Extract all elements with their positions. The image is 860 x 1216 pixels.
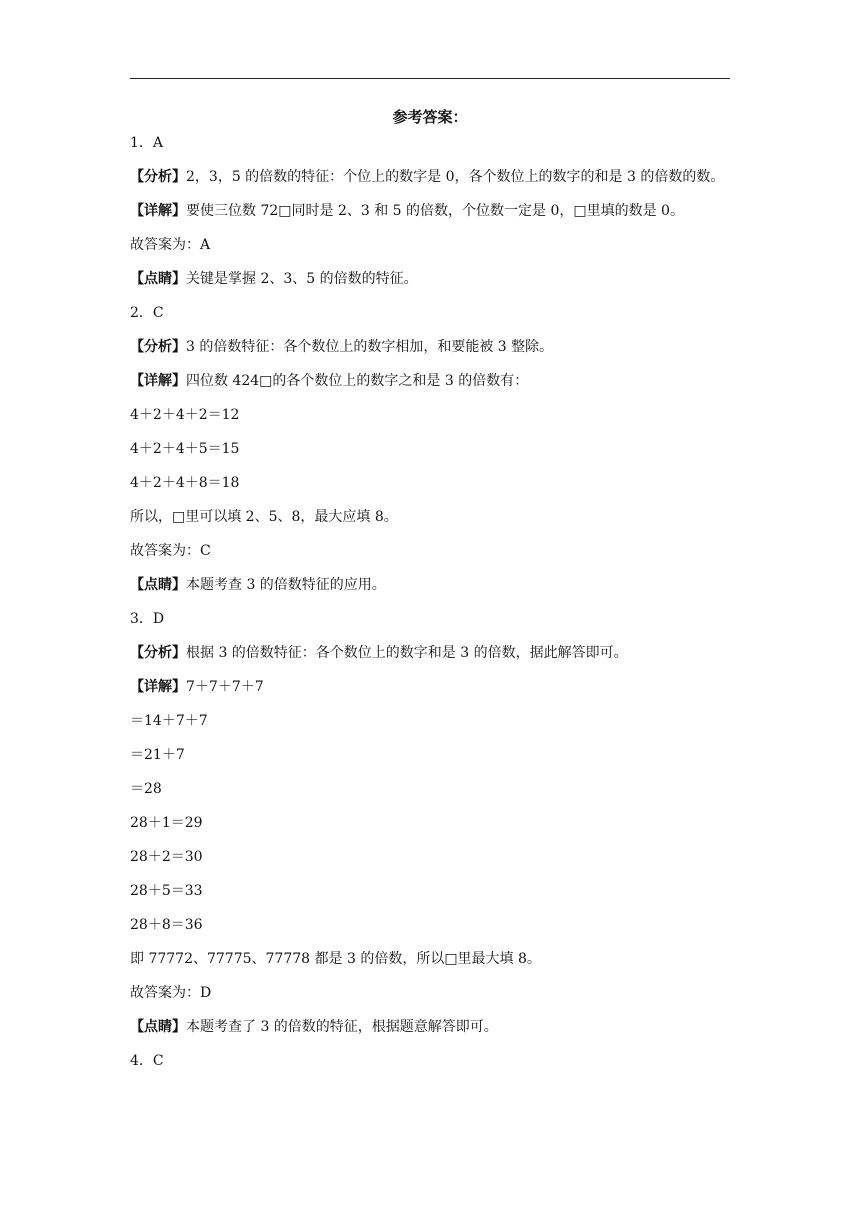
line-text: 故答案为：C	[130, 543, 211, 559]
line-text: 7＋7＋7＋7	[186, 679, 264, 695]
text-line	[130, 976, 730, 1010]
answer-content	[130, 126, 730, 1078]
section-tag: 【详解】	[130, 203, 186, 219]
line-text: 28＋5＝33	[130, 883, 203, 899]
line-text: 所以，□里可以填 2、5、8，最大应填 8。	[130, 509, 398, 525]
text-line	[130, 772, 730, 806]
text-line	[130, 228, 730, 262]
question-number	[130, 126, 730, 160]
section-tag: 【分析】	[130, 169, 186, 185]
section-tag: 【分析】	[130, 339, 186, 355]
page-title: 参考答案：	[392, 108, 468, 126]
line-text: 根据 3 的倍数特征：各个数位上的数字和是 3 的倍数，据此解答即可。	[186, 645, 628, 661]
line-text: ＝21＋7	[130, 747, 185, 763]
line-text: 本题考查了 3 的倍数的特征，根据题意解答即可。	[186, 1019, 498, 1035]
explanation-line	[130, 194, 730, 228]
line-text: ＝14＋7＋7	[130, 713, 208, 729]
section-tag: 【点睛】	[130, 577, 186, 593]
text-line	[130, 840, 730, 874]
line-text: 故答案为：A	[130, 237, 211, 253]
line-text: 4．C	[130, 1053, 164, 1069]
text-line	[130, 432, 730, 466]
explanation-line	[130, 330, 730, 364]
explanation-line	[130, 636, 730, 670]
line-text: 2．C	[130, 305, 164, 321]
question-number	[130, 296, 730, 330]
line-text: 28＋2＝30	[130, 849, 203, 865]
text-line	[130, 704, 730, 738]
line-text: 故答案为：D	[130, 985, 212, 1001]
explanation-line	[130, 568, 730, 602]
section-tag: 【分析】	[130, 645, 186, 661]
explanation-line	[130, 364, 730, 398]
line-text: 本题考查 3 的倍数特征的应用。	[186, 577, 386, 593]
explanation-line	[130, 160, 730, 194]
text-line	[130, 874, 730, 908]
line-text: 4＋2＋4＋2＝12	[130, 407, 240, 423]
text-line	[130, 738, 730, 772]
question-number	[130, 1044, 730, 1078]
line-text: 28＋1＝29	[130, 815, 203, 831]
line-text: 2，3，5 的倍数的特征：个位上的数字是 0，各个数位上的数字的和是 3 的倍数的数。	[186, 169, 725, 185]
section-tag: 【点睛】	[130, 271, 186, 287]
line-text: 要使三位数 72□同时是 2、3 和 5 的倍数，个位数一定是 0，□里填的数是 0。	[186, 203, 684, 219]
section-tag: 【详解】	[130, 373, 186, 389]
line-text: 28＋8＝36	[130, 917, 203, 933]
text-line	[130, 908, 730, 942]
explanation-line	[130, 670, 730, 704]
explanation-line	[130, 262, 730, 296]
text-line	[130, 534, 730, 568]
text-line	[130, 942, 730, 976]
explanation-line	[130, 1010, 730, 1044]
line-text: 4＋2＋4＋5＝15	[130, 441, 240, 457]
question-number	[130, 602, 730, 636]
line-text: 3 的倍数特征：各个数位上的数字相加，和要能被 3 整除。	[186, 339, 554, 355]
section-tag: 【点睛】	[130, 1019, 186, 1035]
line-text: 4＋2＋4＋8＝18	[130, 475, 240, 491]
header-rule	[130, 78, 730, 79]
line-text: 3．D	[130, 611, 165, 627]
line-text: ＝28	[130, 781, 162, 797]
section-tag: 【详解】	[130, 679, 186, 695]
text-line	[130, 466, 730, 500]
line-text: 即 77772、77775、77778 都是 3 的倍数，所以□里最大填 8。	[130, 951, 541, 967]
line-text: 四位数 424□的各个数位上的数字之和是 3 的倍数有：	[186, 373, 529, 389]
text-line	[130, 398, 730, 432]
line-text: 关键是掌握 2、3、5 的倍数的特征。	[186, 271, 418, 287]
text-line	[130, 500, 730, 534]
line-text: 1．A	[130, 135, 164, 151]
text-line	[130, 806, 730, 840]
